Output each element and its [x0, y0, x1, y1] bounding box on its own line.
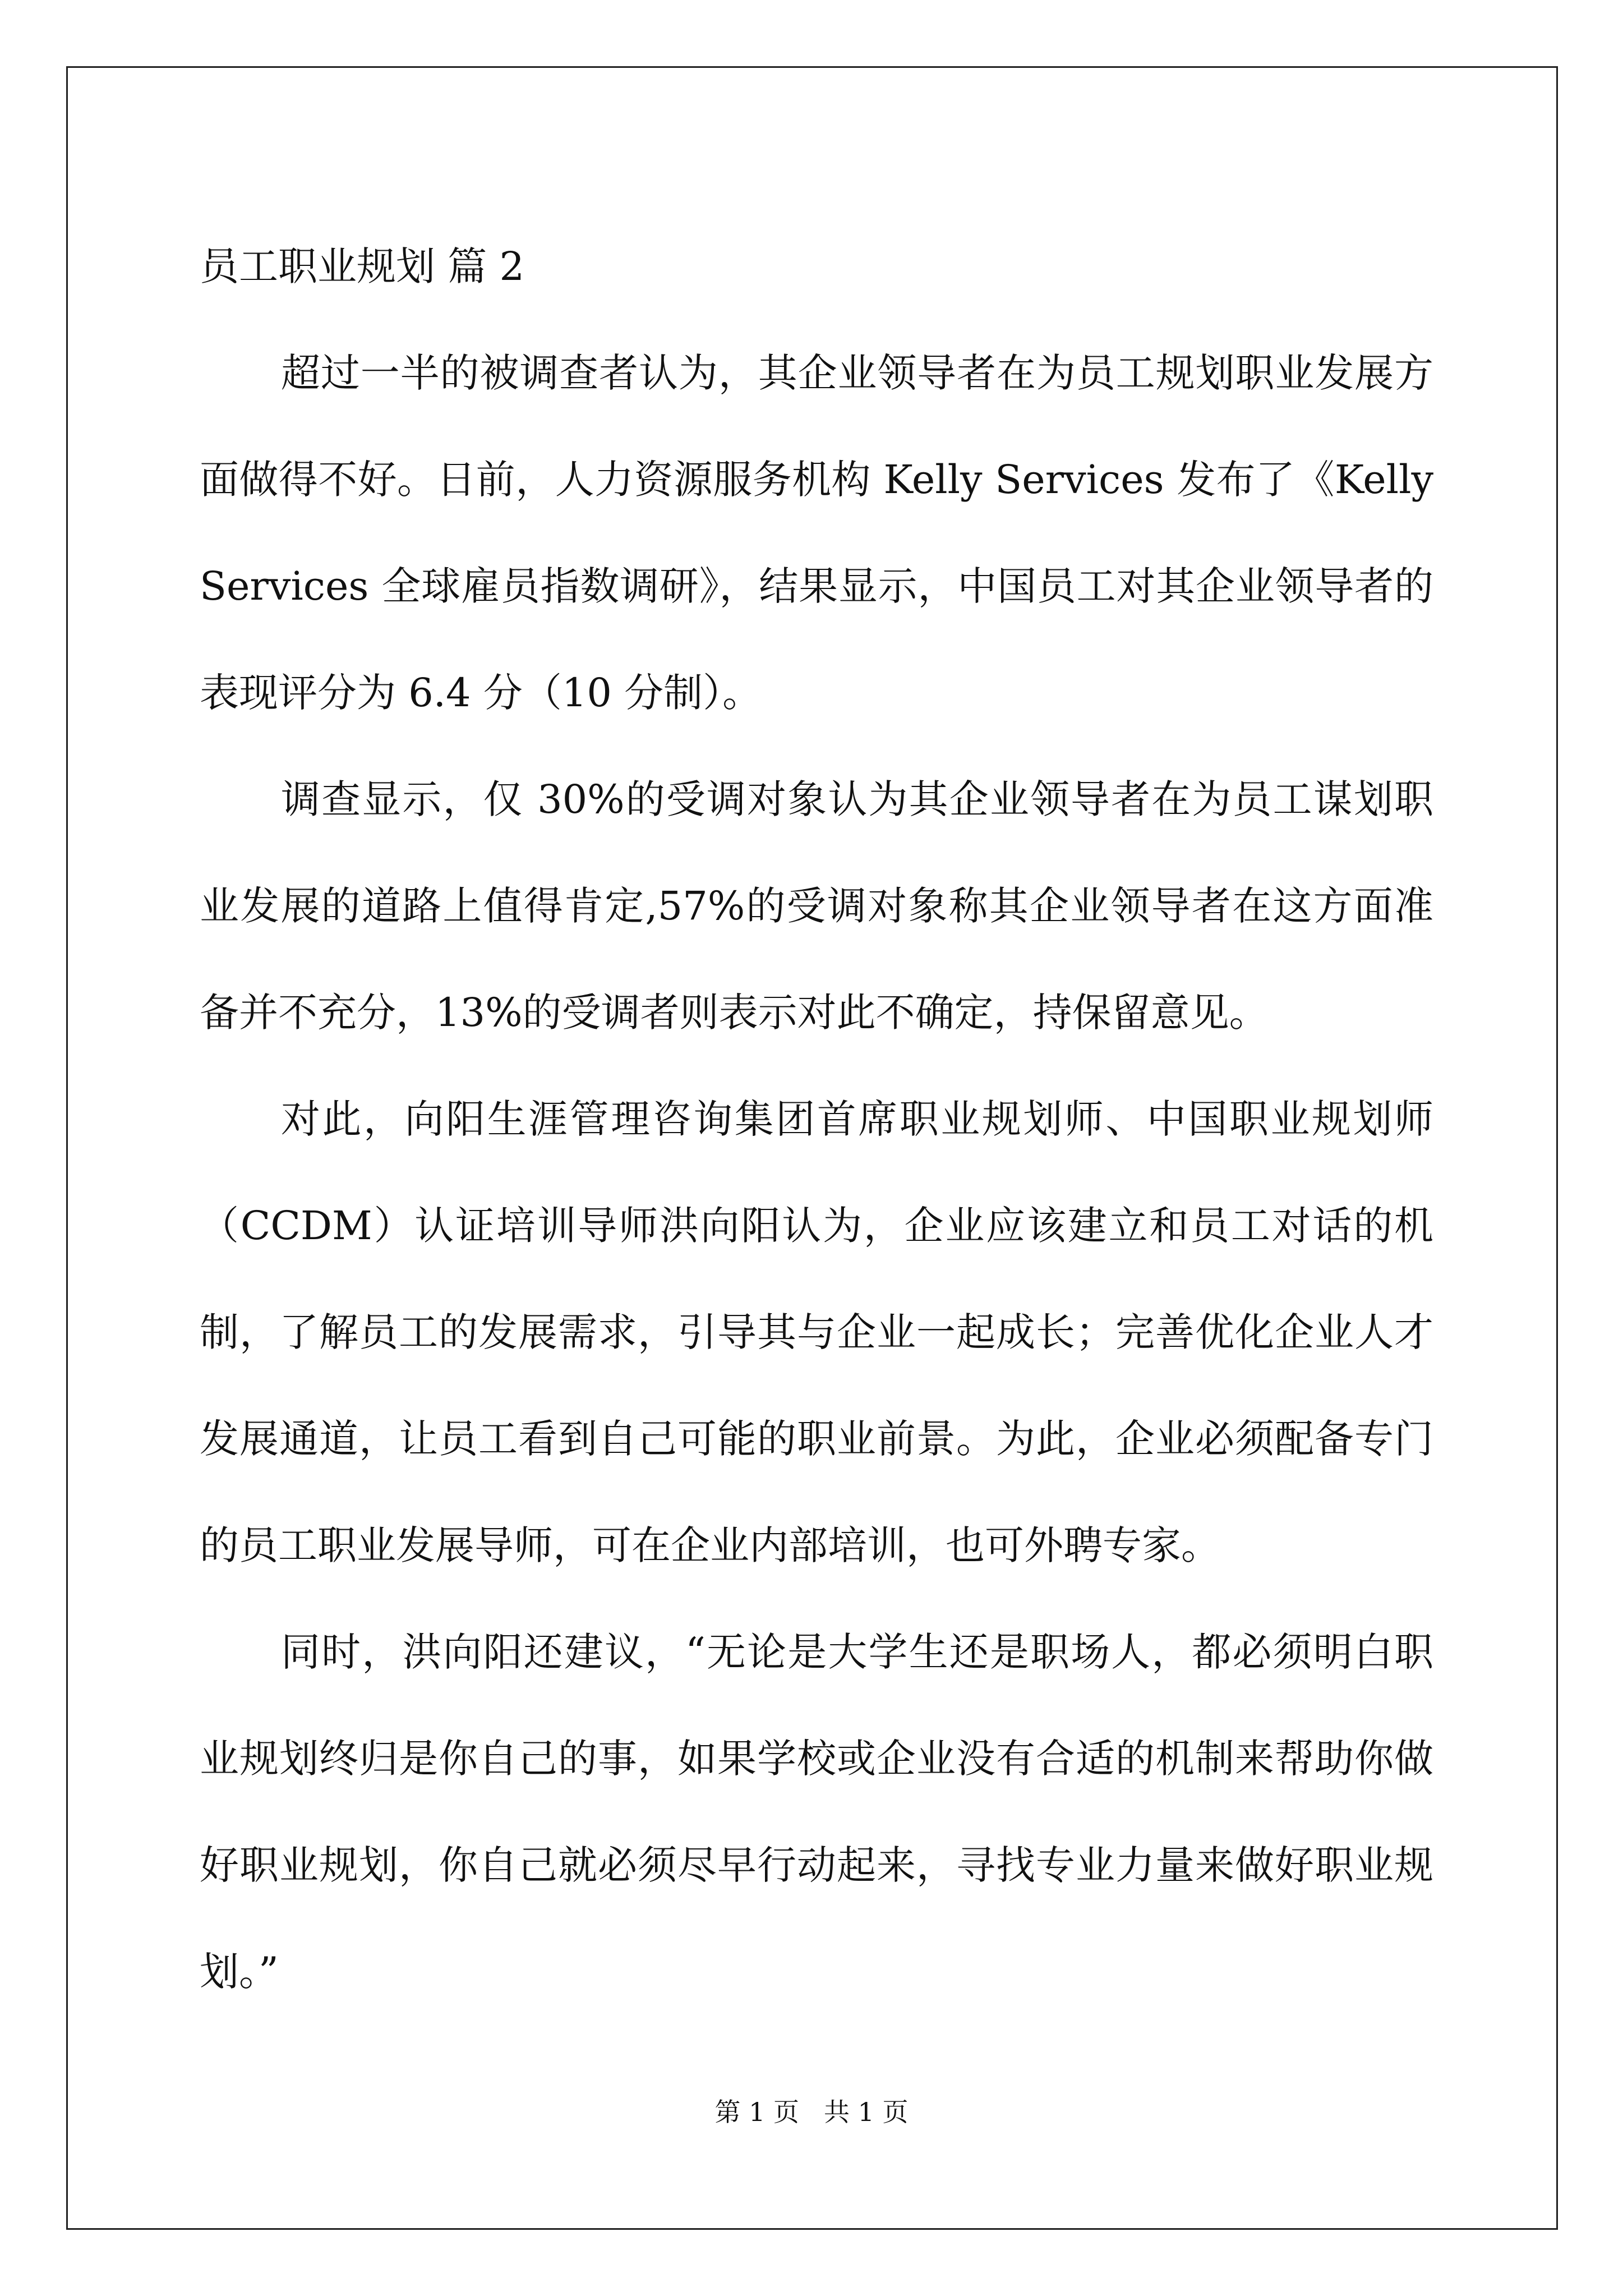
paragraph-1: 超过一半的被调查者认为，其企业领导者在为员工规划职业发展方面做得不好。日前，人力资源服务机构 Kelly Services 发布了《Kelly Services 全球雇员指数调研》，结果显示，中国员工对其企业领导者的表现评分为 6.4 分（10 分制）。: [200, 350, 1433, 716]
page-total: 共 1 页: [824, 2097, 909, 2127]
paragraph-2: 调查显示，仅 30%的受调对象认为其企业领导者在为员工谋划职业发展的道路上值得肯定,57%的受调对象称其企业领导者在这方面准备并不充分，13%的受调者则表示对此不确定，持保留意见。: [200, 776, 1433, 1036]
document-body: [200, 213, 1433, 2025]
page-footer: [0, 2095, 1623, 2129]
paragraph-3: 对此，向阳生涯管理咨询集团首席职业规划师、中国职业规划师（CCDM）认证培训导师洪向阳认为，企业应该建立和员工对话的机制，了解员工的发展需求，引导其与企业一起成长；完善优化企业人才发展通道，让员工看到自己可能的职业前景。为此，企业必须配备专门的员工职业发展导师，可在企业内部培训，也可外聘专家。: [200, 1096, 1433, 1568]
document-title: 员工职业规划 篇 2: [200, 243, 525, 289]
paragraph-4: 同时，洪向阳还建议，“无论是大学生还是职场人，都必须明白职业规划终归是你自己的事，如果学校或企业没有合适的机制来帮助你做好职业规划，你自己就必须尽早行动起来，寻找专业力量来做好职业规划。”: [200, 1629, 1433, 1995]
page-number: 第 1 页: [714, 2097, 799, 2127]
